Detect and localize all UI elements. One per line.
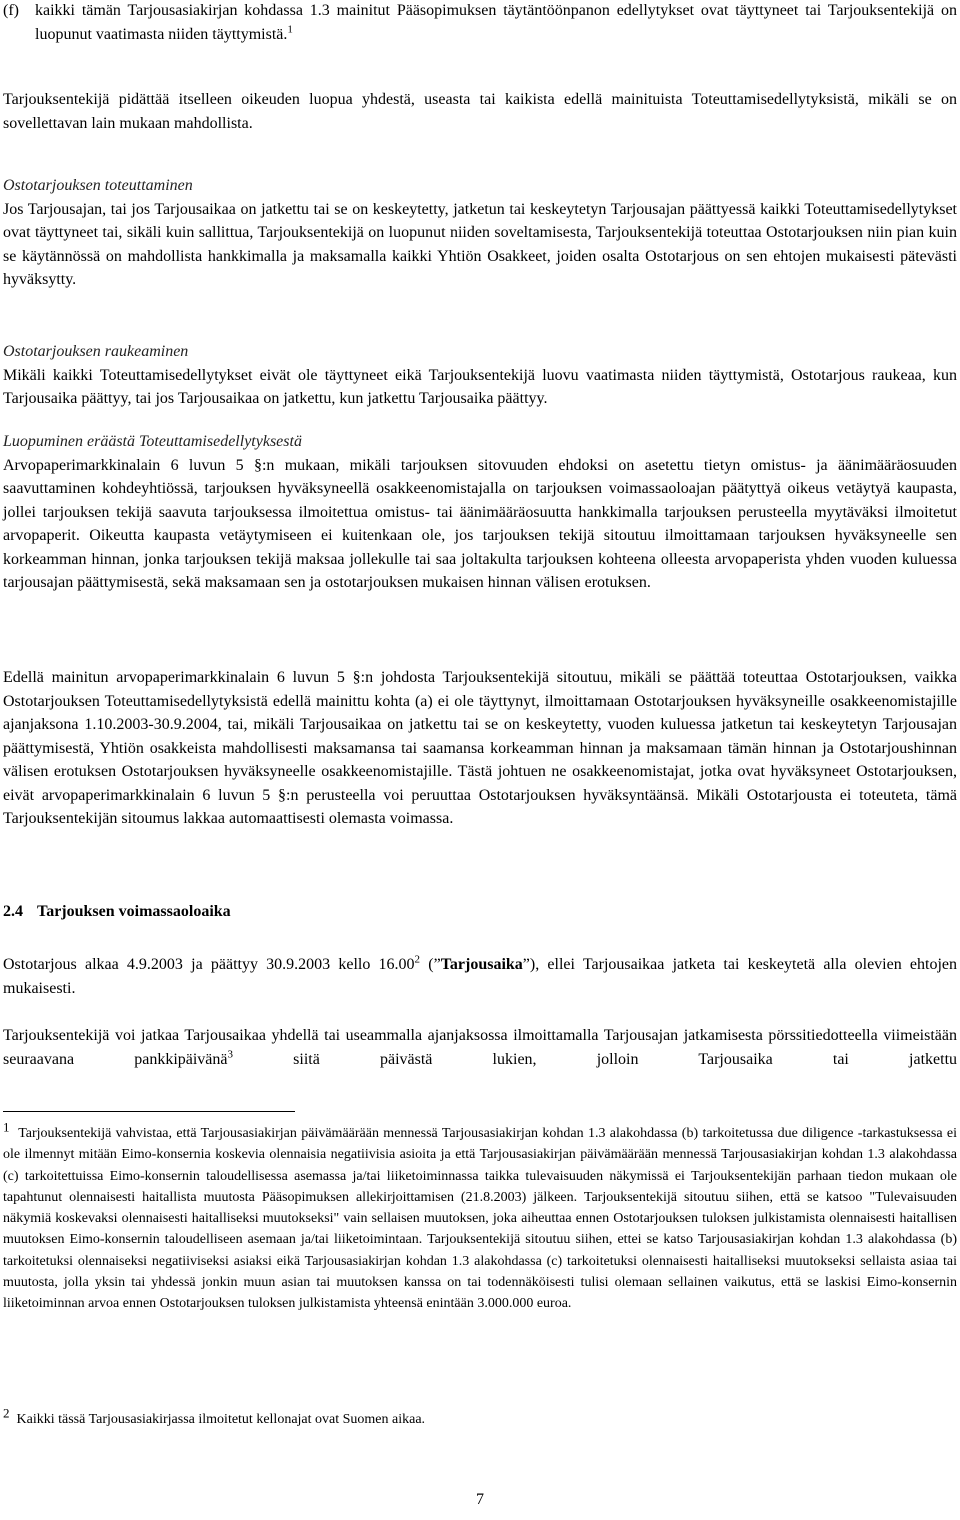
- section-heading: Luopuminen eräästä Toteuttamisedellytyksestä: [3, 433, 302, 450]
- footnote-separator: [3, 1111, 295, 1112]
- section-text: Arvopaperimarkkinalain 6 luvun 5 §:n mukaan, mikäli tarjouksen sitovuuden ehdoksi on asetettu tietyn omistus- ja äänimääräosuuden saavuttaminen kohdeyhtiössä, tarjouksen hyväksyneellä osakkeenomistajalla on tarjouksen voimassaoloajan päätyttyä oikeus vetäytyä kaupasta, jollei tarjouksen tekijä saavuta tarjouksessa ilmoitettua omistus- tai äänimääräosuutta hankkimalla tarjouksen perusteella myytäväksi ilmoitetut arvopaperit. Oikeutta kaupasta vetäytymiseen ei kuitenkaan ole, jos tarjouksen tekijä sitoutuu ilmoittamaan tarjouksen hyväksyneelle sen korkeamman hinnan, jonka tarjouksen tekijä maksaa jollekulle tai saa joltakulta tarjouksen kohteena olleesta arvopaperista yhden vuoden kuluessa tarjousajan päättymisestä, sekä maksamaan sen ja ostotarjouksen mukaisen hinnan välisen erotuksen.: [3, 456, 957, 591]
- footnote-ref: 1: [287, 23, 293, 36]
- item-text: kaikki tämän Tarjousasiakirjan kohdassa 1.3 mainitut Pääsopimuksen täytäntöönpanon edellytykset ovat täyttyneet tai Tarjouksentekijä on luopunut vaatimasta niiden täyttymistä.$^1$: [35, 2, 957, 43]
- footnote-number: 2: [3, 1405, 10, 1421]
- section-text: Jos Tarjousajan, tai jos Tarjousaikaa on jatkettu tai se on keskeytetty, jatketun tai keskeytetyn Tarjousajan päättyessä kaikki Toteuttamisedellytykset ovat täyttyneet tai, sikäli kuin sallittua, Tarjouksentekijä on luopunut niiden soveltamisesta, Tarjouksentekijä toteuttaa Ostotarjouksen niin pian kuin se käytännössä on mahdollista hankkimalla ja maksamalla kaikki Yhtiön Osakkeet, joiden osalta Ostotarjous on sen ehtojen mukaisesti pätevästi hyväksytty.: [3, 200, 957, 288]
- section-2-4-heading: [3, 903, 957, 921]
- section-waiver: [3, 430, 957, 595]
- condition-item-f: [3, 0, 957, 46]
- page-number: 7: [476, 1491, 484, 1508]
- waiver-paragraph-2: Edellä mainitun arvopaperimarkkinalain 6 luvun 5 §:n johdosta Tarjouksentekijä sitoutuu, mikäli se päättää toteuttaa Ostotarjouksen, vaikka Ostotarjouksen Toteuttamisedellytyksistä edellä mainittu kohta (a) ei ole täyttynyt, ilmoittamaan Ostotarjouksen hyväksyneille osakkeenomistajille ajanjaksona 1.10.2003-30.9.2004, tai, mikäli Tarjousaikaa on jatkettu tai se on keskeytetty, vuoden kuluessa jatketun tai keskeytetyn Tarjousajan päättymisestä, Yhtiön osakkeista mahdollisesti maksamansa tai saamansa korkeamman hinnan ja maksamaan tämän hinnan ja Ostotarjoushinnan välisen erotuksen Ostotarjouksen hyväksyneelle osakkeenomistajille. Tästä johtuen ne osakkeenomistajat, jotka ovat hyväksyneet Ostotarjouksen, eivät arvopaperimarkkinalain 6 luvun 5 §:n perusteella voi peruuttaa Ostotarjouksen hyväksyntäänsä. Mikäli Ostotarjousta ei toteuteta, tämä Tarjouksentekijän sitoumus lakkaa automaattisesti olemasta voimassa.: [3, 669, 957, 827]
- footnote-1: 1 Tarjouksentekijä vahvistaa, että Tarjousasiakirjan päivämäärään mennessä Tarjousasiakirjan kohdan 1.3 alakohdassa (b) tarkoitetussa due diligence -tarkastuksessa ei ole ilmennyt mitään Eimo-konsernia koskevia olennaisia negatiivisia asioita ja että Tarjousasiakirjan päivämäärään mennessä Tarjousasiakirjan kohdan 1.3 alakohdassa (c) tarkoitettuissa Eimo-konsernin taloudellisessa asemassa ja/tai liiketoiminnassa taikka tulevaisuuden näkymissä ei Tarjouksentekijän parhaan tiedon mukaan ole tapahtunut olennaisesti haitallista muutosta Pääsopimuksen allekirjoittamisen (21.8.2003) jälkeen. Tarjouksentekijä sitoutuu siihen, että se katsoo "Tulevaisuuden näkymiä koskevaksi olennaisesti haitalliseksi muutokseksi" vain sellaisen muutoksen, joka aiheuttaa ennen Ostotarjouksen tuloksen julkistamista olennaisesti haitallisen muutoksen Eimo-konsernin taloudelliseen asemaan ja/tai liiketoimintaan. Tarjouksentekijä sitoutuu siihen, ettei se katso Tarjousasiakirjan kohdan 1.3 alakohdassa (b) tarkoitetuksi olennaiseksi negatiiviseksi asiaksi eikä Tarjousasiakirjan kohdan 1.3 alakohdassa (c) tarkoitetuksi olennaisesti haitalliseksi muutokseksi sellaista asiaa tai muutosta, jolla yksin tai yhdessä jonkin muun asian tai muutoksen kanssa on tai todennäköisesti tulisi olemaan sellainen vaikutus, että se laskisi Eimo-konsernin liiketoiminnan arvoa ennen Ostotarjouksen tuloksen julkistamista yhteensä enintään 3.000.000 euroa.: [3, 1119, 957, 1312]
- section-completion: [3, 174, 957, 292]
- extension-paragraph: Tarjouksentekijä voi jatkaa Tarjousaikaa yhdellä tai useammalla ajanjaksossa ilmoittamalla Tarjousajan jatkamisesta pörssitiedotteella viimeistään seuraavana pankkipäivänä$^3$ siitä päivästä lukien, jolloin Tarjousaika tai jatkettu: [3, 1027, 958, 1068]
- reservation-paragraph: Tarjouksentekijä pidättää itselleen oikeuden luopua yhdestä, useasta tai kaikista edellä mainituista Toteuttamisedellytyksistä, mikäli se on sovellettavan lain mukaan mahdollista.: [3, 91, 957, 132]
- footnote-number: 1: [3, 1119, 10, 1135]
- section-heading: Ostotarjouksen raukeaminen: [3, 343, 189, 360]
- item-label: (f): [3, 2, 19, 19]
- section-text: Mikäli kaikki Toteuttamisedellytykset eivät ole täyttyneet eikä Tarjouksentekijä luovu vaatimasta niiden täyttymistä, Ostotarjous raukeaa, kun Tarjousaika päättyy, tai jos Tarjousaikaa on jatkettu, kun jatkettu Tarjousaika päättyy.: [3, 366, 957, 407]
- section-title: Tarjouksen voimassaoloaika: [37, 903, 231, 920]
- section-lapse: [3, 340, 957, 411]
- defined-term: Tarjousaika: [440, 956, 523, 973]
- section-heading: Ostotarjouksen toteuttaminen: [3, 177, 193, 194]
- footnote-ref: 2: [414, 953, 421, 966]
- footnote-ref: 3: [227, 1048, 234, 1061]
- offer-period-paragraph: Ostotarjous alkaa 4.9.2003 ja päättyy 30.9.2003 kello 16.00$^2$ (”Tarjousaika”), ellei Tarjousaikaa jatketa tai keskeytetä alla olevien ehtojen mukaisesti.: [3, 953, 958, 997]
- section-number: 2.4: [3, 903, 23, 920]
- footnote-2: 2 Kaikki tässä Tarjousasiakirjassa ilmoitetut kellonajat ovat Suomen aikaa.: [3, 1405, 426, 1427]
